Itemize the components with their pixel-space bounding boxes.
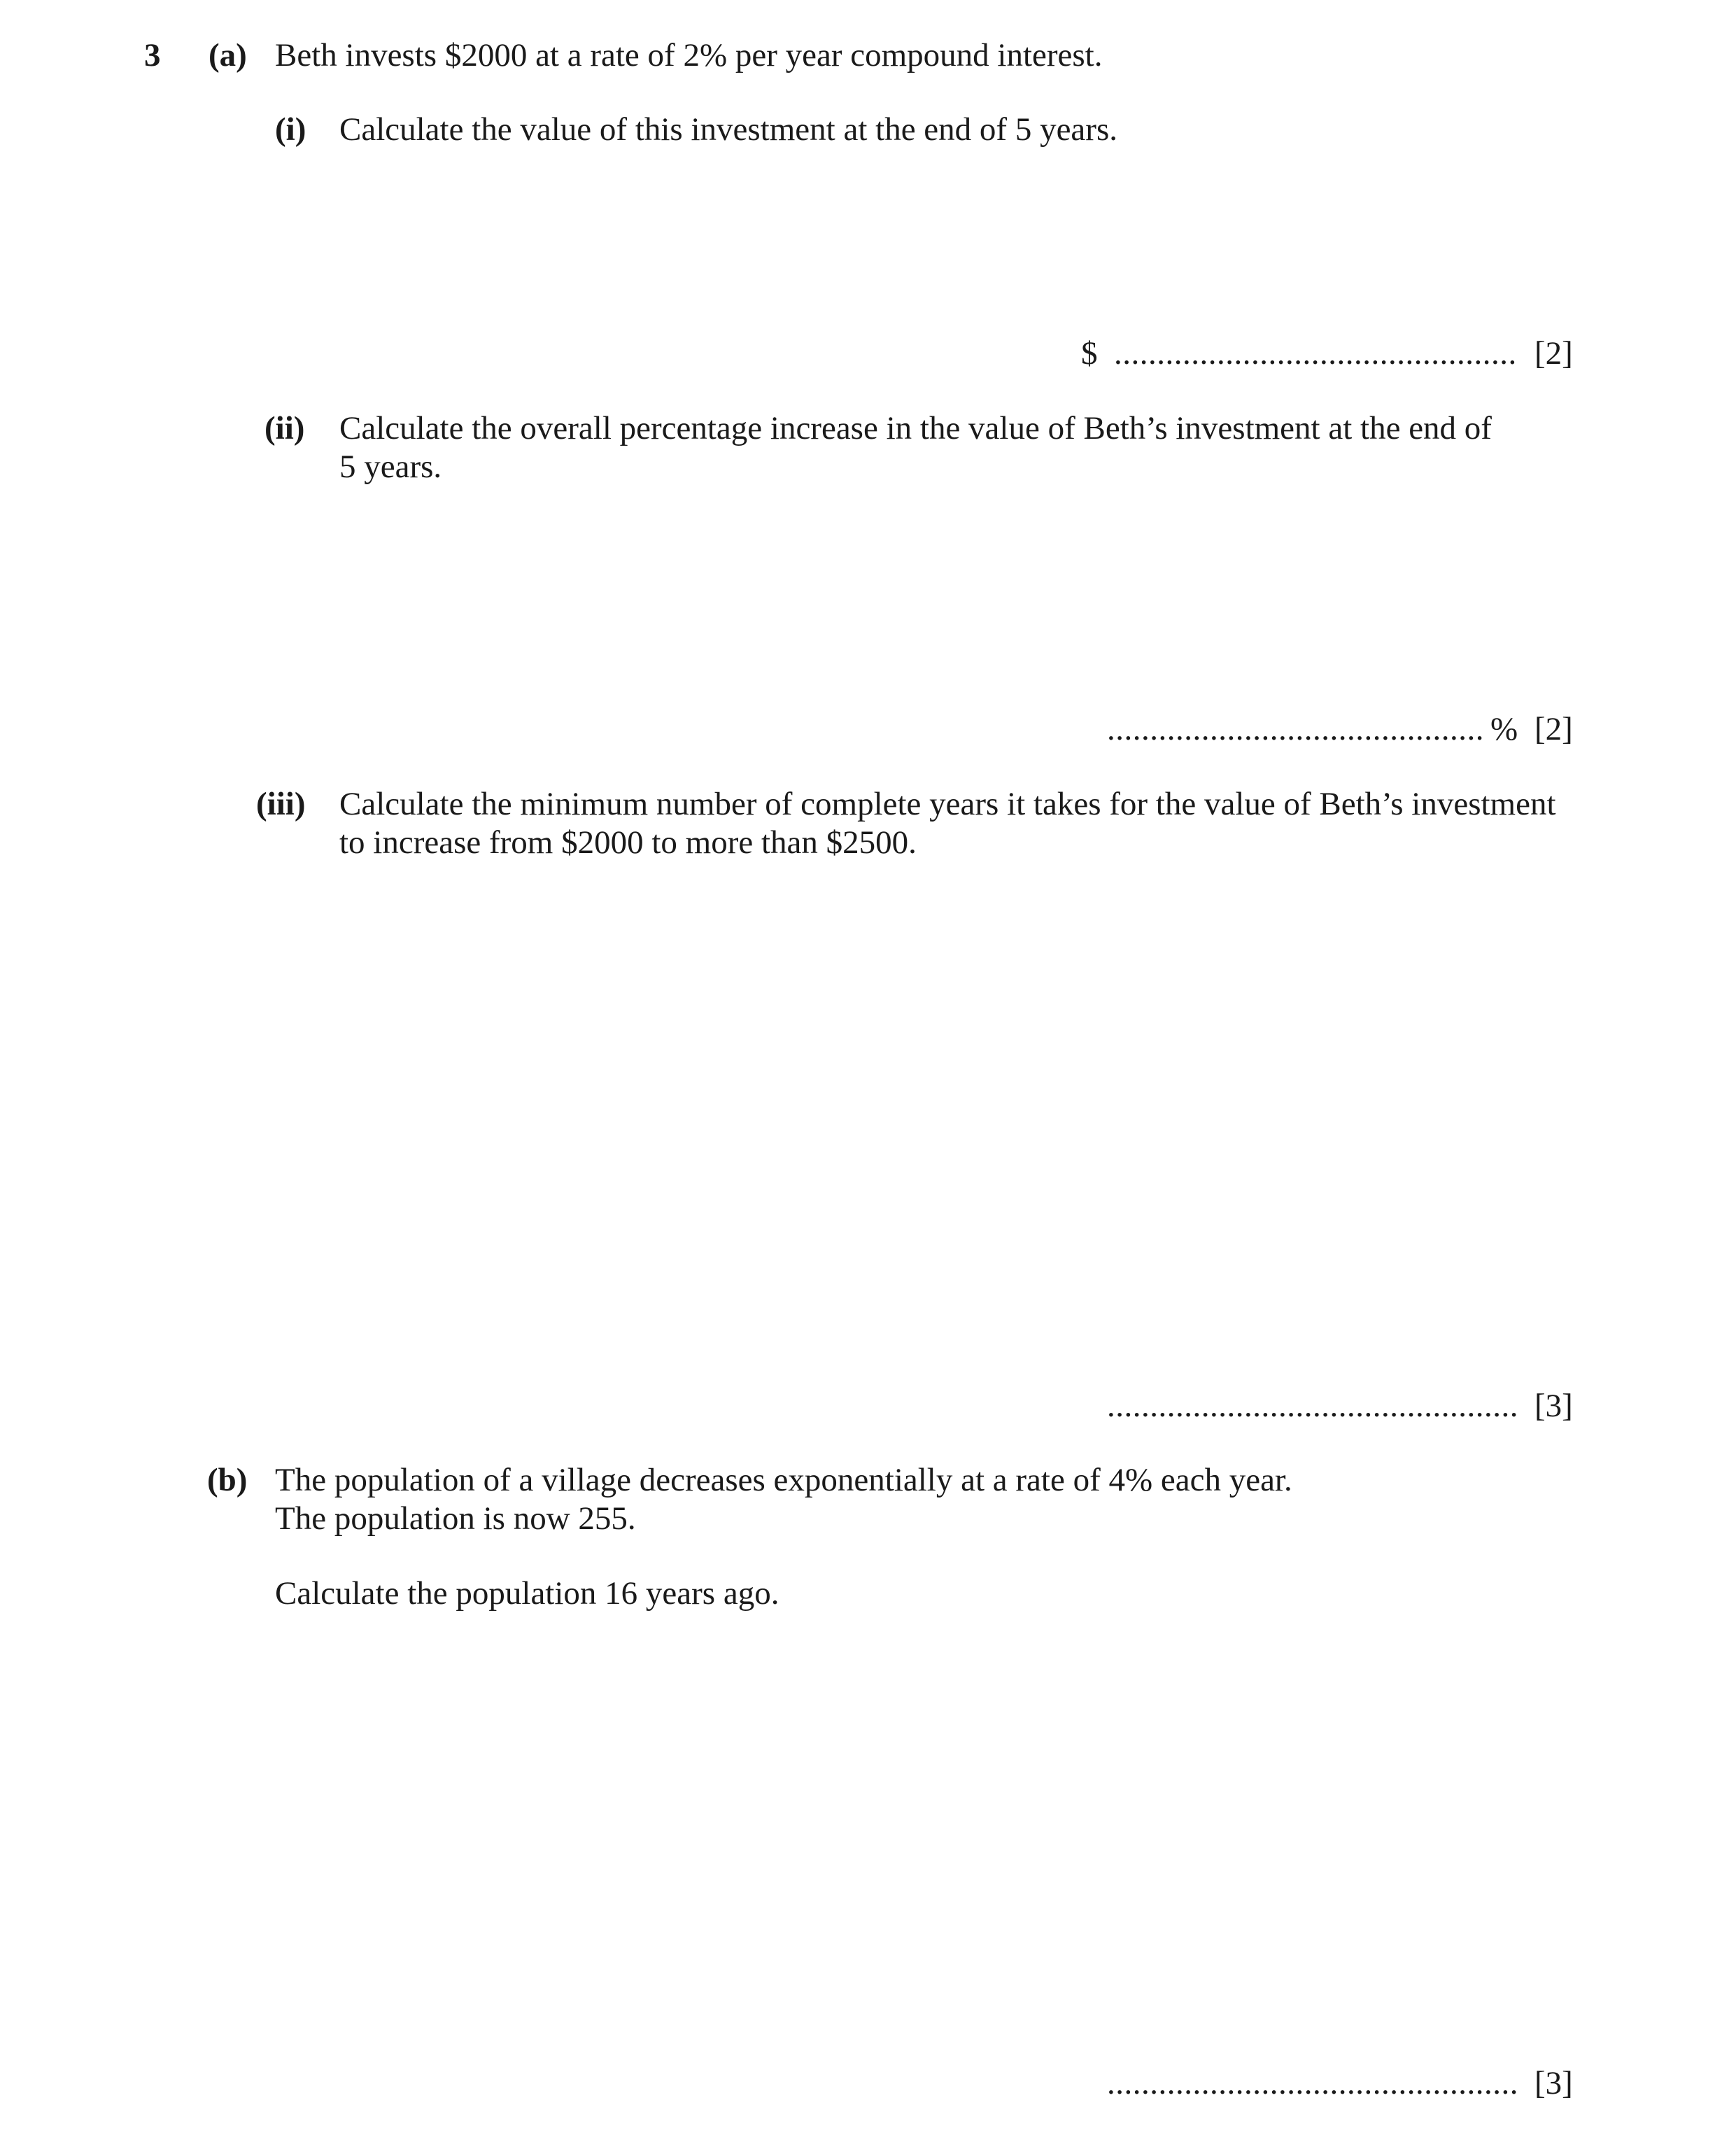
answer-b-line[interactable]: ................................................ — [1107, 2065, 1518, 2101]
part-a-label: (a) — [209, 37, 247, 73]
marks-b: [3] — [1534, 2065, 1573, 2101]
part-a-ii-text-line2: 5 years. — [339, 449, 442, 485]
answer-a-ii-line[interactable]: ............................................ — [1107, 711, 1484, 747]
part-a-i-text: Calculate the value of this investment at the end of 5 years. — [339, 111, 1117, 148]
part-a-i-label: (i) — [275, 111, 306, 148]
part-b-text-line2: The population is now 255. — [275, 1500, 636, 1537]
answer-a-ii-suffix: % — [1490, 711, 1518, 747]
part-a-ii-label: (ii) — [264, 410, 305, 446]
part-a-ii-text-line1: Calculate the overall percentage increase in the value of Beth’s investment at the end of — [339, 410, 1492, 446]
answer-a-i-prefix: $ — [1081, 335, 1098, 372]
marks-a-iii: [3] — [1534, 1388, 1573, 1424]
part-a-iii-text-line2: to increase from $2000 to more than $2500. — [339, 824, 917, 861]
part-b-label: (b) — [207, 1462, 248, 1498]
marks-a-i: [2] — [1534, 335, 1573, 372]
answer-a-i-line[interactable]: ............................................... — [1114, 335, 1517, 372]
question-number: 3 — [144, 37, 161, 73]
part-a-iii-text-line1: Calculate the minimum number of complete years it takes for the value of Beth’s investment — [339, 786, 1556, 822]
part-a-stem: Beth invests $2000 at a rate of 2% per year compound interest. — [275, 37, 1103, 73]
marks-a-ii: [2] — [1534, 711, 1573, 747]
part-a-iii-label: (iii) — [256, 786, 306, 822]
part-b-instruction: Calculate the population 16 years ago. — [275, 1575, 779, 1612]
part-b-text-line1: The population of a village decreases exponentially at a rate of 4% each year. — [275, 1462, 1292, 1498]
answer-a-iii-line[interactable]: ................................................ — [1107, 1388, 1518, 1424]
